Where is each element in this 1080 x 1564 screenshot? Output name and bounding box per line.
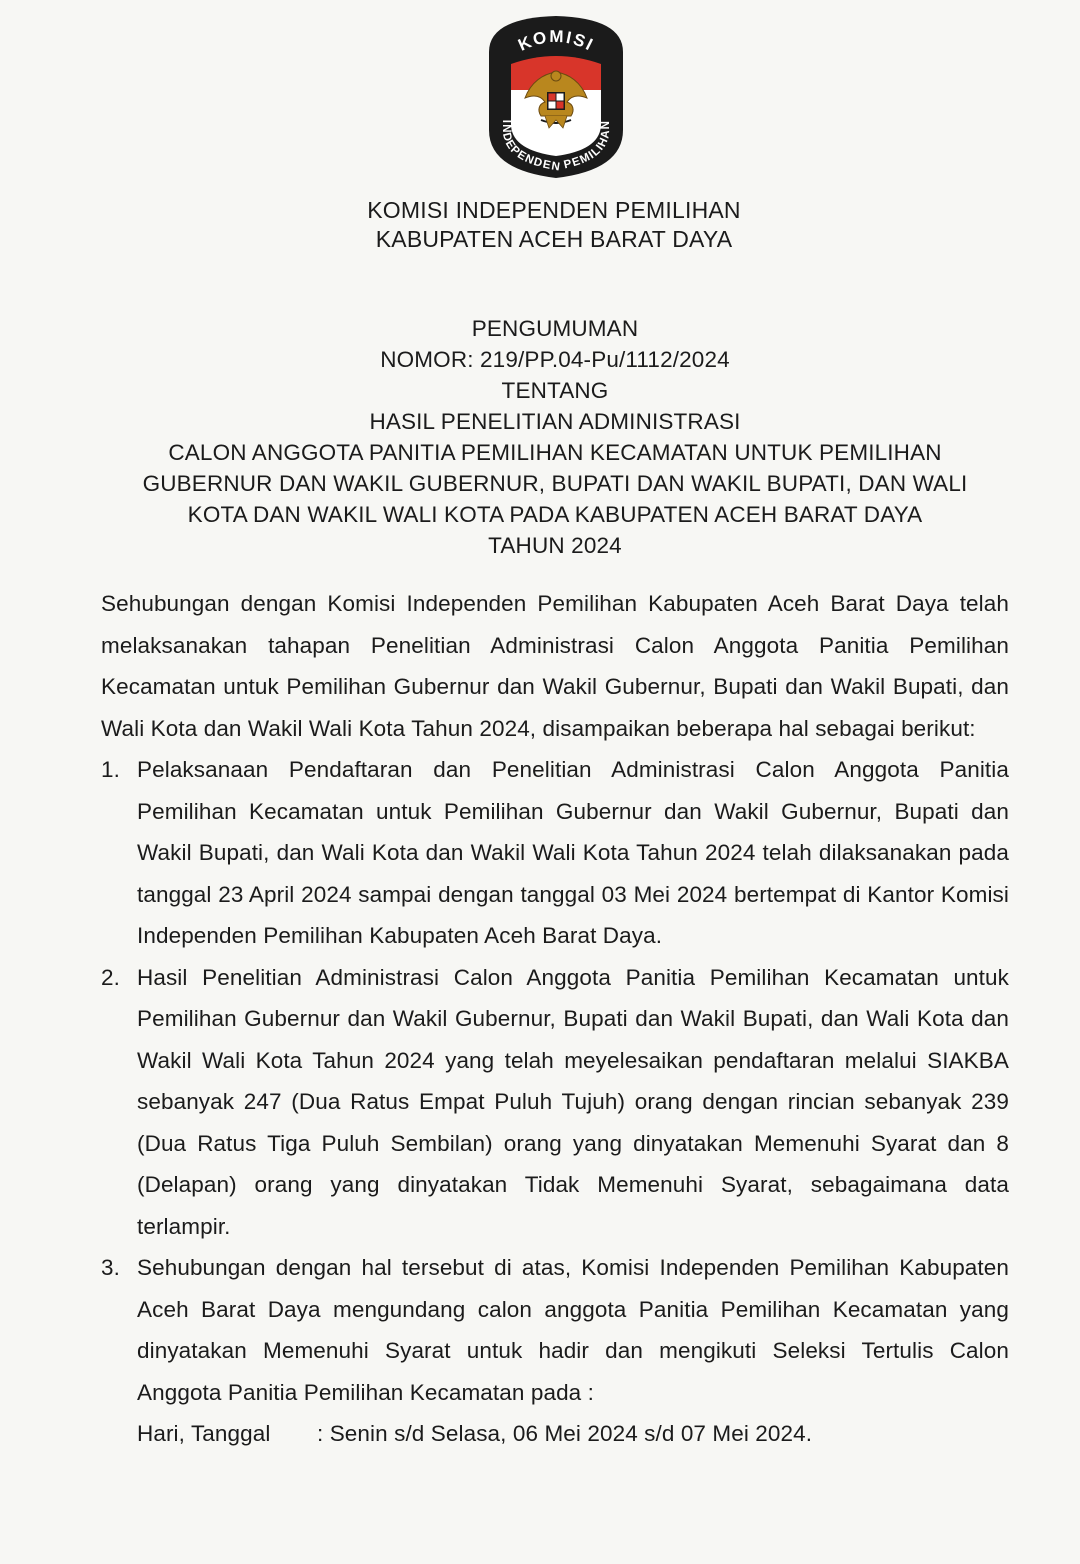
subject-line: KOTA DAN WAKIL WALI KOTA PADA KABUPATEN ACEH BARAT DAYA xyxy=(187,502,923,527)
list-item xyxy=(101,957,1009,1248)
subject-line: GUBERNUR DAN WAKIL GUBERNUR, BUPATI DAN WAKIL BUPATI, DAN WALI xyxy=(142,471,968,496)
logo-ring-text: INDEPENDEN PEMILIHAN xyxy=(499,119,613,174)
announcement-number: NOMOR: 219/PP.04-Pu/1112/2024 xyxy=(380,347,730,372)
list-item-text: Hasil Penelitian Administrasi Calon Anggota Panitia Pemilihan Kecamatan untuk Pemilihan Gubernur dan Wakil Gubernur, Bupati dan Wakil Bupati, dan Wali Kota dan Wakil Wali Kota Tahun 2024 yang telah meyelesaikan pendaftaran melalui SIAKBA sebanyak 247 (Dua Ratus Empat Puluh Tujuh) orang dengan rincian sebanyak 239 (Dua Ratus Tiga Puluh Sembilan) orang yang dinyatakan Memenuhi Syarat dan 8 (Delapan) orang yang dinyatakan Tidak Memenuhi Syarat, sebagaimana data terlampir. xyxy=(137,964,1009,1239)
subject-line: TAHUN 2024 xyxy=(488,533,622,558)
numbered-list xyxy=(101,749,1009,1455)
list-item-number: 2. xyxy=(101,964,120,990)
list-item xyxy=(101,1247,1009,1455)
schedule-label: Hari, Tanggal xyxy=(137,1421,271,1446)
list-item-number: 3. xyxy=(101,1255,120,1280)
logo-top-text: KOMISI xyxy=(515,26,598,55)
schedule-value: : Senin s/d Selasa, 06 Mei 2024 s/d 07 Mei 2024. xyxy=(317,1421,813,1446)
announcement-heading xyxy=(40,313,1070,561)
document-body xyxy=(101,583,1009,1455)
institution-header xyxy=(0,196,1080,254)
announcement-title: PENGUMUMAN xyxy=(471,316,639,341)
list-item-text: Sehubungan dengan hal tersebut di atas, Komisi Independen Pemilihan Kabupaten Aceh Barat Daya mengundang calon anggota Panitia Pemilihan Kecamatan yang dinyatakan Memenuhi Syarat untuk hadir dan mengikuti Seleksi Tertulis Calon Anggota Panitia Pemilihan Kecamatan pada : xyxy=(137,1255,1009,1405)
kip-logo xyxy=(481,12,631,182)
subject-line: HASIL PENELITIAN ADMINISTRASI xyxy=(369,409,741,434)
institution-line-2: KABUPATEN ACEH BARAT DAYA xyxy=(375,226,733,252)
list-item-text: Pelaksanaan Pendaftaran dan Penelitian Administrasi Calon Anggota Panitia Pemilihan Kecamatan untuk Pemilihan Gubernur dan Wakil Gubernur, Bupati dan Wakil Bupati, dan Wali Kota dan Wakil Wali Kota Tahun 2024 telah dilaksanakan pada tanggal 23 April 2024 sampai dengan tanggal 03 Mei 2024 bertempat di Kantor Komisi Independen Pemilihan Kabupaten Aceh Barat Daya. xyxy=(137,757,1009,948)
subject-line: CALON ANGGOTA PANITIA PEMILIHAN KECAMATAN UNTUK PEMILIHAN xyxy=(168,440,942,465)
announcement-about: TENTANG xyxy=(501,378,609,403)
intro-paragraph: Sehubungan dengan Komisi Independen Pemilihan Kabupaten Aceh Barat Daya telah melaksanakan tahapan Penelitian Administrasi Calon Anggota Panitia Pemilihan Kecamatan untuk Pemilihan Gubernur dan Wakil Gubernur, Bupati dan Wakil Bupati, dan Wali Kota dan Wakil Wali Kota Tahun 2024, disampaikan beberapa hal sebagai berikut: xyxy=(101,591,1009,741)
list-item-number: 1. xyxy=(101,757,120,782)
schedule-row xyxy=(137,1413,1009,1455)
institution-line-1: KOMISI INDEPENDEN PEMILIHAN xyxy=(367,197,741,223)
list-item xyxy=(101,749,1009,957)
